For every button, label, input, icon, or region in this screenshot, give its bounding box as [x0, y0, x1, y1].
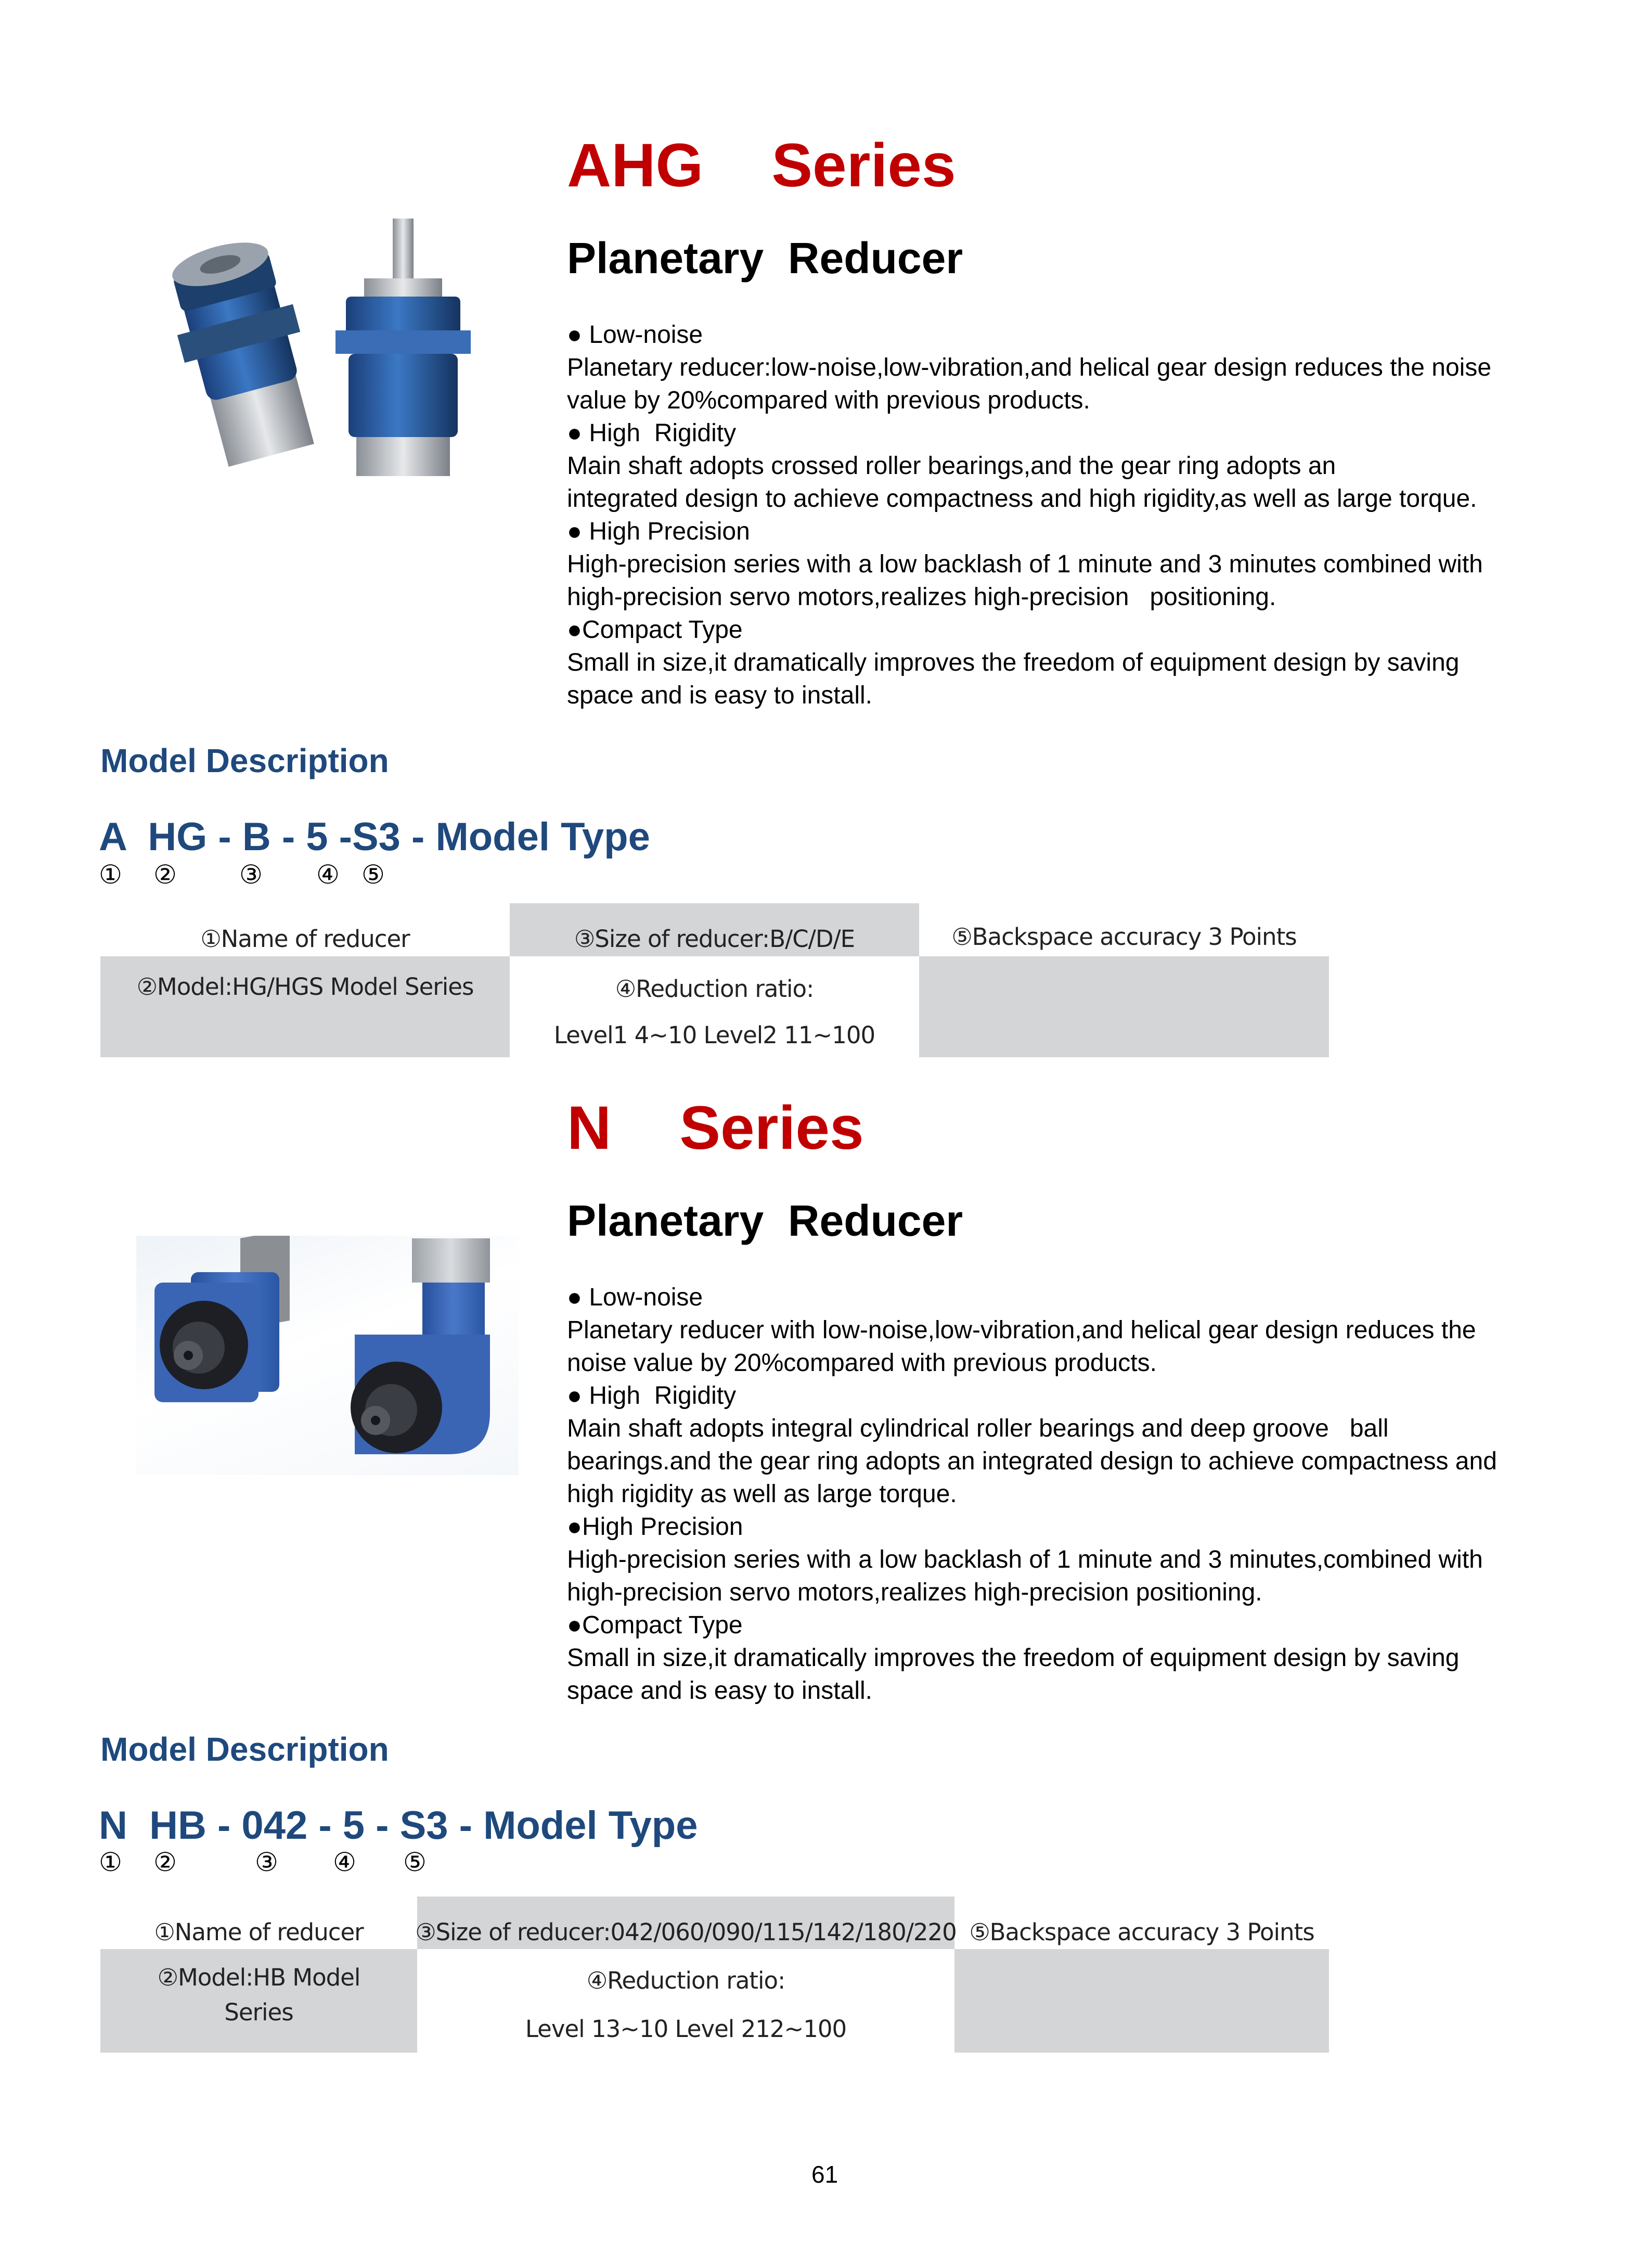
feature-body: Small in size,it dramatically improves the freedom of equipment design by saving space and is easy to install. [567, 1644, 1460, 1705]
feature-list [567, 1281, 1566, 1707]
feature-heading: ● Low-noise [567, 321, 703, 349]
feature-heading: ●Compact Type [567, 1611, 743, 1639]
feature-heading: ● Low-noise [567, 1284, 703, 1311]
spec-cell-size [415, 1897, 957, 1949]
model-code: A HG - B - 5 -S3 - Model Type [99, 815, 650, 859]
feature-heading: ●High Precision [567, 1513, 743, 1541]
spec-size-text: ③Size of reducer:042/060/090/115/142/180/220 [415, 1918, 957, 1946]
series-title: AHG Series [567, 131, 956, 200]
reducer-illustration-icon [156, 208, 520, 479]
model-code: N HB - 042 - 5 - S3 - Model Type [99, 1803, 698, 1848]
marker-3: ③ [239, 860, 263, 890]
feature-heading: ● High Rigidity [567, 419, 737, 447]
model-description-heading: Model Description [100, 742, 389, 779]
code-markers [99, 1847, 463, 1878]
feature-body: Main shaft adopts integral cylindrical roller bearings and deep groove ball bearings.and the gear ring adopts an integrated design to achieve compactness and high rigidity as well as large torque. [567, 1415, 1497, 1508]
feature-body: Planetary reducer:low-noise,low-vibration,and helical gear design reduces the noise value by 20%compared with previous products. [567, 354, 1492, 414]
marker-5: ⑤ [403, 1847, 427, 1877]
page-number: 61 [811, 2161, 838, 2188]
marker-2: ② [153, 1847, 177, 1877]
code-markers [99, 860, 411, 891]
spec-cell-empty [954, 1949, 1329, 2053]
spec-backspace-text: ⑤Backspace accuracy 3 Points [951, 923, 1297, 951]
feature-body: Main shaft adopts crossed roller bearings,and the gear ring adopts an integrated design to achieve compactness and high rigidity,as well as large torque. [567, 452, 1477, 513]
spec-cell-model [100, 956, 510, 1057]
spec-model-text: ②Model:HB Model [157, 1964, 360, 1991]
marker-3: ③ [255, 1847, 278, 1877]
spec-name-text: ①Name of reducer [154, 1918, 364, 1946]
spec-ratio-label: ④Reduction ratio: [586, 1967, 785, 1994]
series-title: N Series [567, 1094, 864, 1162]
reducer-illustration-icon [136, 1236, 519, 1475]
spec-model-text: ②Model:HG/HGS Model Series [136, 973, 474, 1001]
ahg-product-photo [156, 208, 520, 479]
spec-cell-size [510, 903, 919, 956]
feature-heading: ● High Rigidity [567, 1382, 737, 1410]
feature-body: High-precision series with a low backlash of 1 minute and 3 minutes combined with high-precision servo motors,realizes high-precision positioning. [567, 550, 1483, 611]
feature-body: Small in size,it dramatically improves the freedom of equipment design by saving space and is easy to install. [567, 649, 1460, 709]
spec-cell-name [100, 1897, 417, 1949]
spec-cell-ratio [510, 956, 919, 1057]
spec-ratio-value: Level 13~10 Level 212~100 [525, 2015, 847, 2043]
spec-cell-empty [919, 956, 1329, 1057]
spec-cell-model [100, 1949, 417, 2053]
spec-size-text: ③Size of reducer:B/C/D/E [574, 925, 855, 953]
marker-5: ⑤ [362, 860, 385, 890]
spec-model-text-line2: Series [224, 1998, 293, 2026]
spec-ratio-label: ④Reduction ratio: [615, 975, 814, 1003]
n-product-photo [136, 1236, 519, 1475]
feature-heading: ● High Precision [567, 518, 750, 545]
spec-cell-backspace [919, 903, 1329, 956]
model-description-heading: Model Description [100, 1731, 389, 1768]
feature-body: Planetary reducer with low-noise,low-vibration,and helical gear design reduces the noise value by 20%compared with previous products. [567, 1316, 1476, 1377]
spec-cell-name [100, 903, 510, 956]
marker-1: ① [99, 860, 122, 890]
spec-ratio-value: Level1 4~10 Level2 11~100 [553, 1021, 875, 1049]
marker-4: ④ [333, 1847, 356, 1877]
spec-cell-ratio [417, 1949, 954, 2053]
spec-cell-backspace [954, 1897, 1329, 1949]
feature-body: High-precision series with a low backlash of 1 minute and 3 minutes,combined with high-precision servo motors,realizes high-precision positioning. [567, 1546, 1483, 1606]
series-subtitle: Planetary Reducer [567, 1196, 963, 1245]
spec-backspace-text: ⑤Backspace accuracy 3 Points [969, 1918, 1314, 1946]
marker-4: ④ [316, 860, 340, 890]
feature-heading: ●Compact Type [567, 616, 743, 644]
marker-1: ① [99, 1847, 122, 1877]
series-subtitle: Planetary Reducer [567, 234, 963, 283]
marker-2: ② [153, 860, 177, 890]
feature-list [567, 318, 1566, 712]
spec-name-text: ①Name of reducer [200, 925, 410, 953]
